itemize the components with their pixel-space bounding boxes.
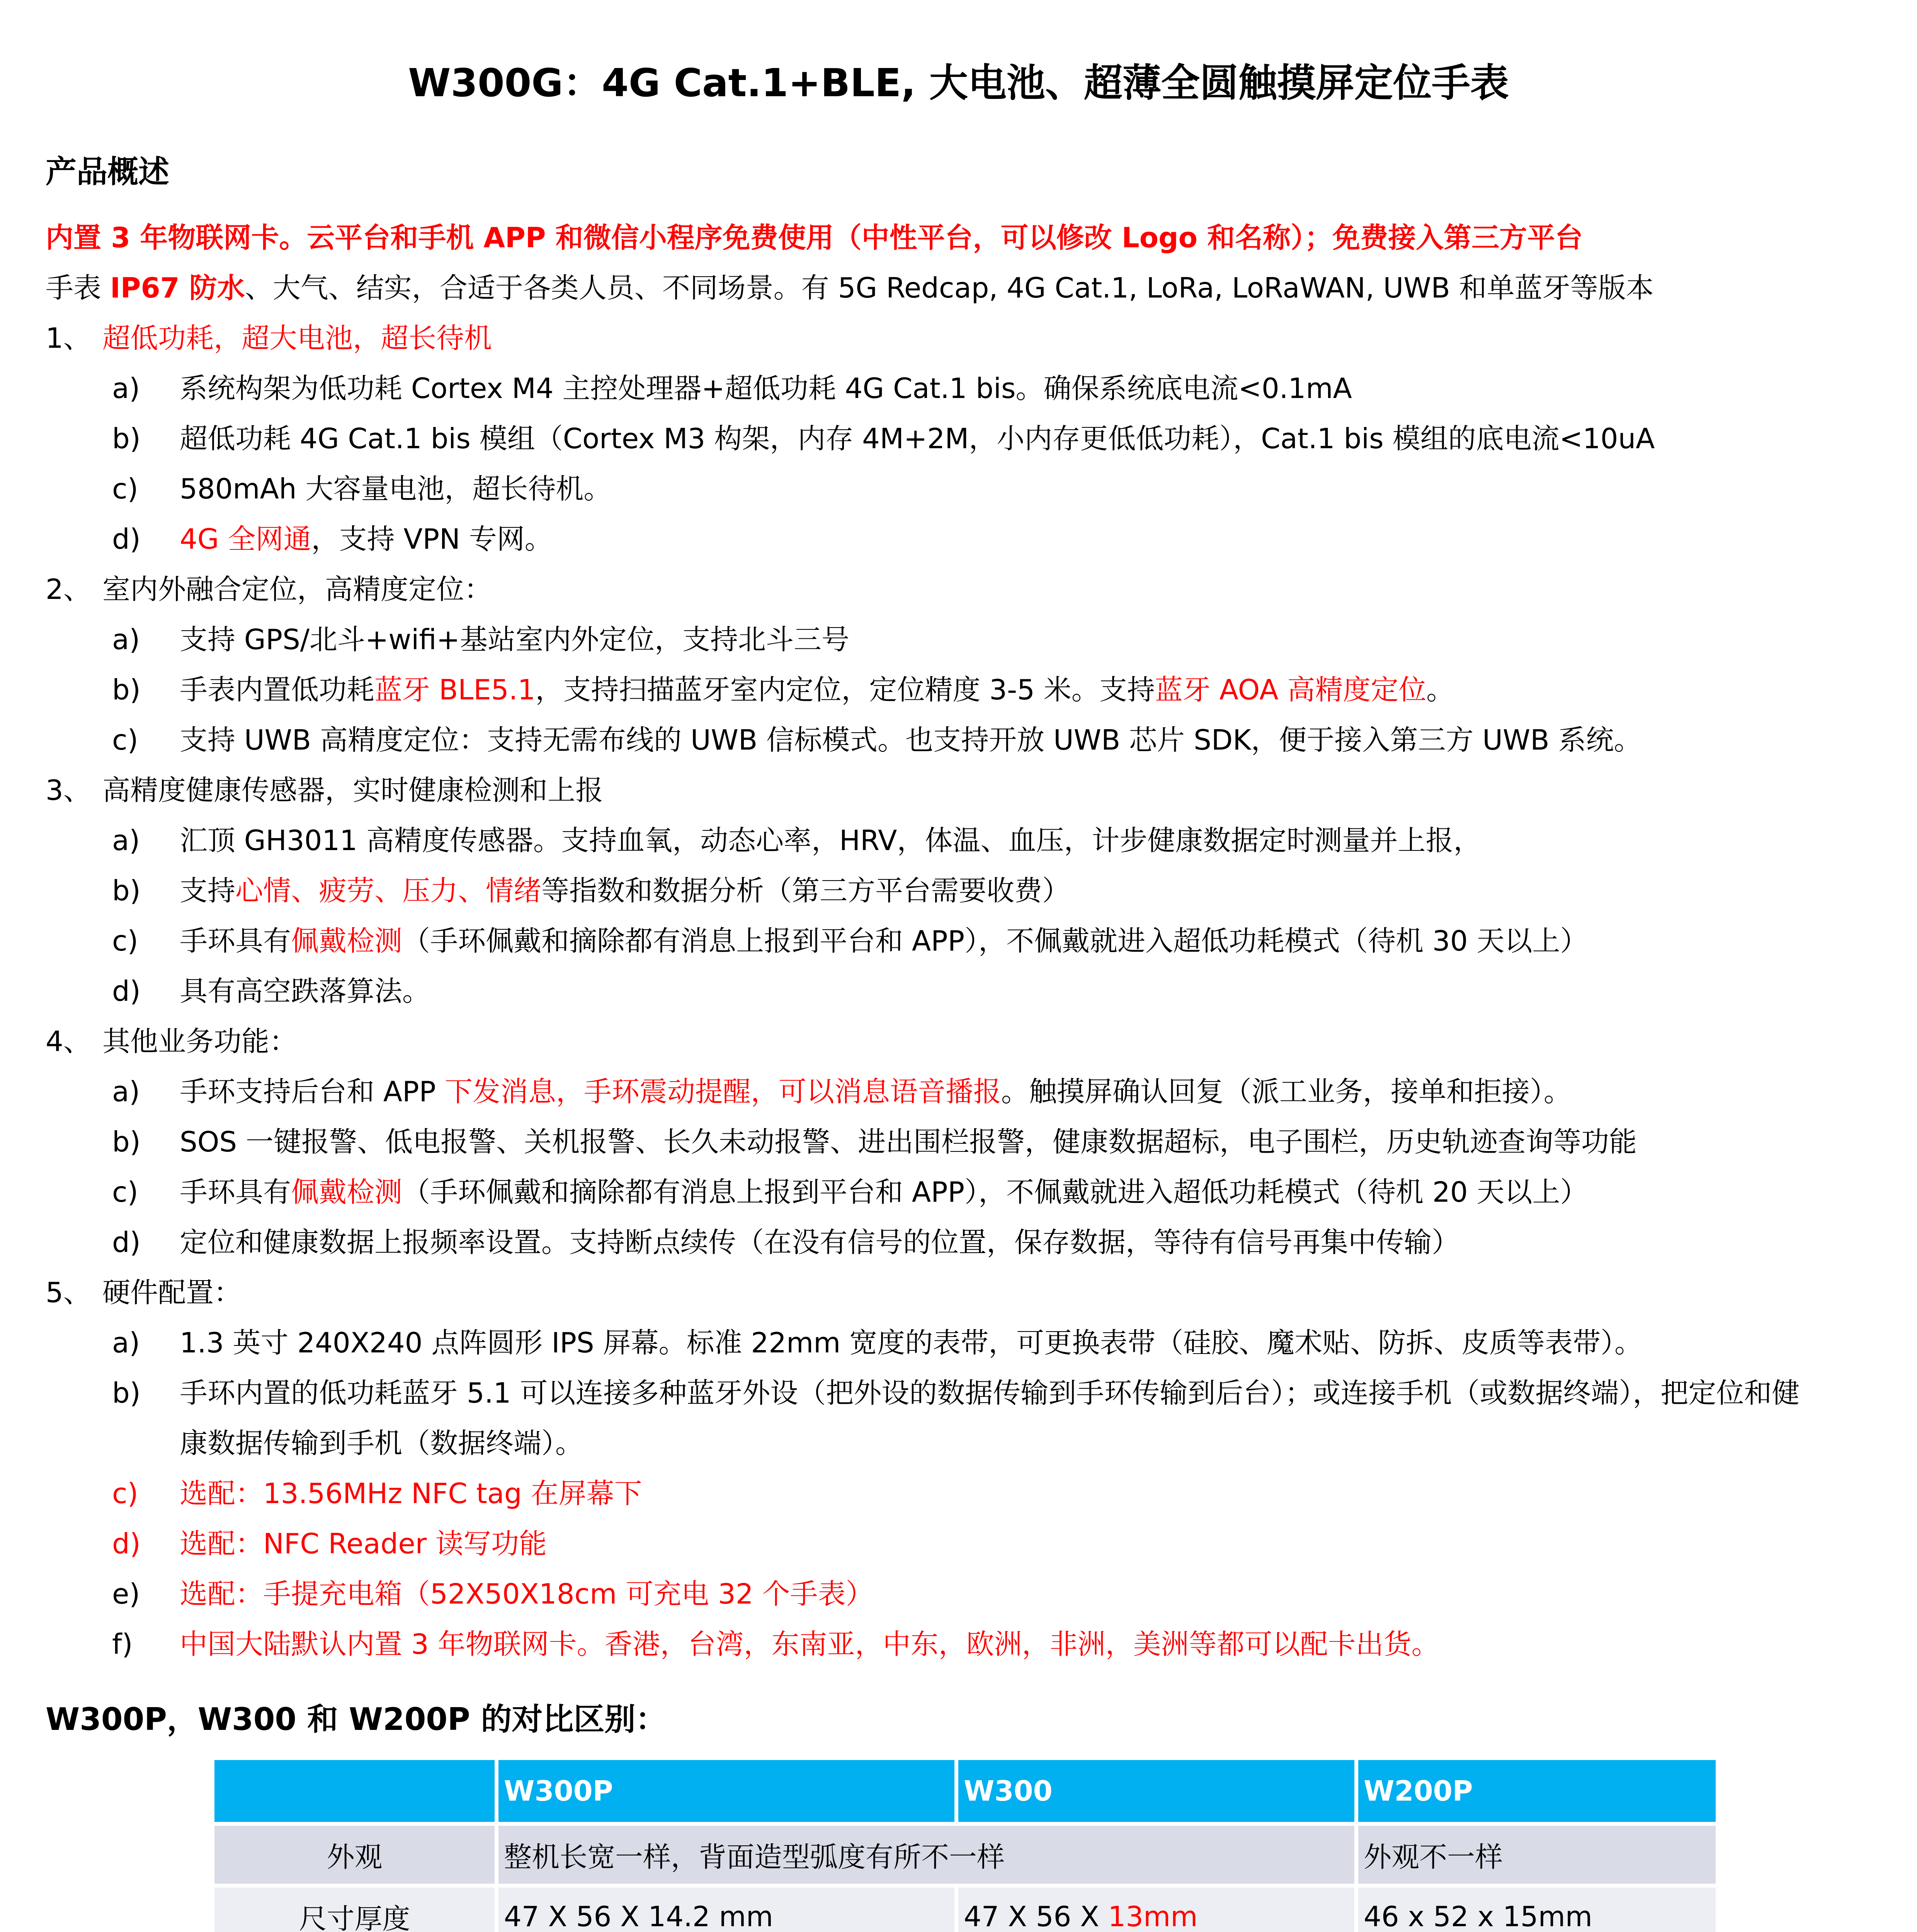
header-cell-w300p: W300P xyxy=(497,1760,956,1824)
overview-heading: 产品概述 xyxy=(46,154,169,190)
section-2-number: 2、 xyxy=(46,573,91,605)
cell-merged: 整机长宽一样，背面造型弧度有所不一样 xyxy=(497,1824,1356,1886)
section-3-item-a: 汇顶 GH3011 高精度传感器。支持血氧，动态心率，HRV，体温、血压，计步健康数据定时测量并上报， xyxy=(180,824,1482,857)
section-5-number: 5、 xyxy=(46,1276,91,1309)
section-5-item-c: 选配：13.56MHz NFC tag 在屏幕下 xyxy=(180,1477,642,1510)
compare-heading: W300P，W300 和 W200P 的对比区别： xyxy=(46,1701,667,1737)
item-letter: d) xyxy=(112,1226,141,1259)
section-2-item-a: 支持 GPS/北斗+wifi+基站室内外定位，支持北斗三号 xyxy=(180,623,849,656)
intro-ip67: IP67 防水 xyxy=(110,272,245,304)
section-2-title: 室内外融合定位，高精度定位： xyxy=(102,573,492,605)
section-2-item-c: 支持 UWB 高精度定位：支持无需布线的 UWB 信标模式。也支持开放 UWB 芯片 SDK，便于接入第三方 UWB 系统。 xyxy=(180,724,1642,756)
highlight-text: 心情、疲劳、压力、情绪 xyxy=(235,874,542,907)
item-letter: c) xyxy=(112,925,138,957)
item-letter: c) xyxy=(112,1176,138,1208)
item-letter: d) xyxy=(112,1527,141,1560)
item-text: ，支持扫描蓝牙室内定位，定位精度 3-5 米。支持 xyxy=(535,673,1155,706)
section-4-item-d: 定位和健康数据上报频率设置。支持断点续传（在没有信号的位置，保存数据，等待有信号再集中传输） xyxy=(180,1226,1460,1259)
header-cell-empty xyxy=(214,1760,497,1824)
section-3-number: 3、 xyxy=(46,774,91,806)
header-cell-w300: W300 xyxy=(956,1760,1356,1824)
item-letter: a) xyxy=(112,372,140,405)
highlight-text: 下发消息，手环震动提醒，可以消息语音播报 xyxy=(444,1075,1001,1108)
page-title: W300G：4G Cat.1+BLE, 大电池、超薄全圆触摸屏定位手表 xyxy=(408,60,1509,105)
item-letter: a) xyxy=(112,824,140,857)
item-text: 手环具有 xyxy=(180,1176,291,1208)
section-5-item-d: 选配：NFC Reader 读写功能 xyxy=(180,1527,547,1560)
section-1-number: 1、 xyxy=(46,322,91,354)
highlight-text: 佩戴检测 xyxy=(291,925,403,957)
section-1-item-a: 系统构架为低功耗 Cortex M4 主控处理器+超低功耗 4G Cat.1 bis。确保系统底电流<0.1mA xyxy=(180,372,1352,405)
item-letter: e) xyxy=(112,1578,140,1610)
section-5-item-b-cont: 康数据传输到手机（数据终端）。 xyxy=(180,1427,583,1459)
highlight-text: 4G 全网通 xyxy=(180,523,311,555)
item-text: 手表内置低功耗 xyxy=(180,673,375,706)
highlight-text: 佩戴检测 xyxy=(291,1176,403,1208)
section-5-item-f: 中国大陆默认内置 3 年物联网卡。香港，台湾，东南亚，中东，欧洲，非洲，美洲等都可以配卡出货。 xyxy=(180,1628,1439,1660)
item-letter: b) xyxy=(112,1377,141,1409)
cell-w300 xyxy=(956,1886,1356,1932)
cell-w200p: 46 x 52 x 15mm xyxy=(1356,1886,1718,1932)
table-row-appearance xyxy=(214,1824,1718,1886)
row-label: 尺寸厚度 xyxy=(214,1886,497,1932)
item-letter: b) xyxy=(112,1126,141,1158)
section-3-item-d: 具有高空跌落算法。 xyxy=(180,975,430,1007)
item-text: ，支持 VPN 专网。 xyxy=(311,523,553,555)
section-5-item-b: 手环内置的低功耗蓝牙 5.1 可以连接多种蓝牙外设（把外设的数据传输到手环传输到后台）；或连接手机（或数据终端），把定位和健 xyxy=(180,1377,1800,1409)
item-letter: d) xyxy=(112,975,141,1007)
section-1-title: 超低功耗，超大电池，超长待机 xyxy=(102,322,492,354)
section-5-item-a: 1.3 英寸 240X240 点阵圆形 IPS 屏幕。标准 22mm 宽度的表带，可更换表带（硅胶、魔术贴、防拆、皮质等表带）。 xyxy=(180,1327,1643,1359)
highlight-text: 蓝牙 AOA 高精度定位 xyxy=(1155,673,1427,706)
section-3-item-b xyxy=(180,871,1070,910)
section-5-title: 硬件配置： xyxy=(102,1276,242,1309)
cell-w300p: 47 X 56 X 14.2 mm xyxy=(497,1886,956,1932)
highlight-text: 13mm xyxy=(1108,1900,1198,1932)
intro-highlight: 内置 3 年物联网卡。云平台和手机 APP 和微信小程序免费使用（中性平台，可以修改 Logo 和名称）；免费接入第三方平台 xyxy=(46,221,1583,254)
item-text: 手环具有 xyxy=(180,925,291,957)
section-1-item-b: 超低功耗 4G Cat.1 bis 模组（Cortex M3 构架，内存 4M+2M，小内存更低低功耗），Cat.1 bis 模组的底电流<10uA xyxy=(180,422,1655,455)
highlight-text: 蓝牙 BLE5.1 xyxy=(374,673,536,706)
item-letter: d) xyxy=(112,523,141,555)
item-letter: b) xyxy=(112,422,141,455)
item-text: 手环支持后台和 APP xyxy=(180,1075,445,1108)
item-letter: c) xyxy=(112,724,138,756)
cell-w200p: 外观不一样 xyxy=(1356,1824,1718,1886)
section-4-number: 4、 xyxy=(46,1025,91,1058)
table-row-size xyxy=(214,1886,1718,1932)
comparison-table xyxy=(214,1760,1720,1932)
section-1-item-c: 580mAh 大容量电池，超长待机。 xyxy=(180,473,612,505)
row-label: 外观 xyxy=(214,1824,497,1886)
intro-line xyxy=(46,269,1654,307)
item-letter: b) xyxy=(112,673,141,706)
item-text: 。 xyxy=(1426,673,1454,706)
item-letter: c) xyxy=(112,1477,138,1510)
item-letter: a) xyxy=(112,1327,140,1359)
section-4-item-a xyxy=(180,1072,1572,1111)
intro-text-a: 手表 xyxy=(46,272,110,304)
cell-text: 47 X 56 X xyxy=(964,1900,1108,1932)
item-text: 等指数和数据分析（第三方平台需要收费） xyxy=(541,874,1070,907)
item-text: 支持 xyxy=(180,874,236,907)
item-letter: a) xyxy=(112,1075,140,1108)
section-2-item-b xyxy=(180,670,1454,709)
section-4-item-c xyxy=(180,1173,1588,1211)
item-text: 。触摸屏确认回复（派工业务，接单和拒接）。 xyxy=(1001,1075,1572,1108)
item-letter: b) xyxy=(112,874,141,907)
table-header-row xyxy=(214,1760,1718,1824)
section-5-item-e: 选配：手提充电箱（52X50X18cm 可充电 32 个手表） xyxy=(180,1578,874,1610)
item-text: （手环佩戴和摘除都有消息上报到平台和 APP），不佩戴就进入超低功耗模式（待机 20 天以上） xyxy=(402,1176,1588,1208)
section-3-title: 高精度健康传感器，实时健康检测和上报 xyxy=(102,774,604,806)
item-text: （手环佩戴和摘除都有消息上报到平台和 APP），不佩戴就进入超低功耗模式（待机 30 天以上） xyxy=(402,925,1588,957)
item-letter: f) xyxy=(112,1628,133,1660)
header-cell-w200p: W200P xyxy=(1356,1760,1718,1824)
section-4-item-b: SOS 一键报警、低电报警、关机报警、长久未动报警、进出围栏报警，健康数据超标，电子围栏，历史轨迹查询等功能 xyxy=(180,1126,1637,1158)
section-4-title: 其他业务功能： xyxy=(102,1025,298,1058)
item-letter: a) xyxy=(112,623,140,656)
section-3-item-c xyxy=(180,922,1588,960)
item-letter: c) xyxy=(112,473,138,505)
intro-text-c: 、大气、结实，合适于各类人员、不同场景。有 5G Redcap, 4G Cat.1, LoRa, LoRaWAN, UWB 和单蓝牙等版本 xyxy=(245,272,1654,304)
section-1-item-d xyxy=(180,520,553,558)
